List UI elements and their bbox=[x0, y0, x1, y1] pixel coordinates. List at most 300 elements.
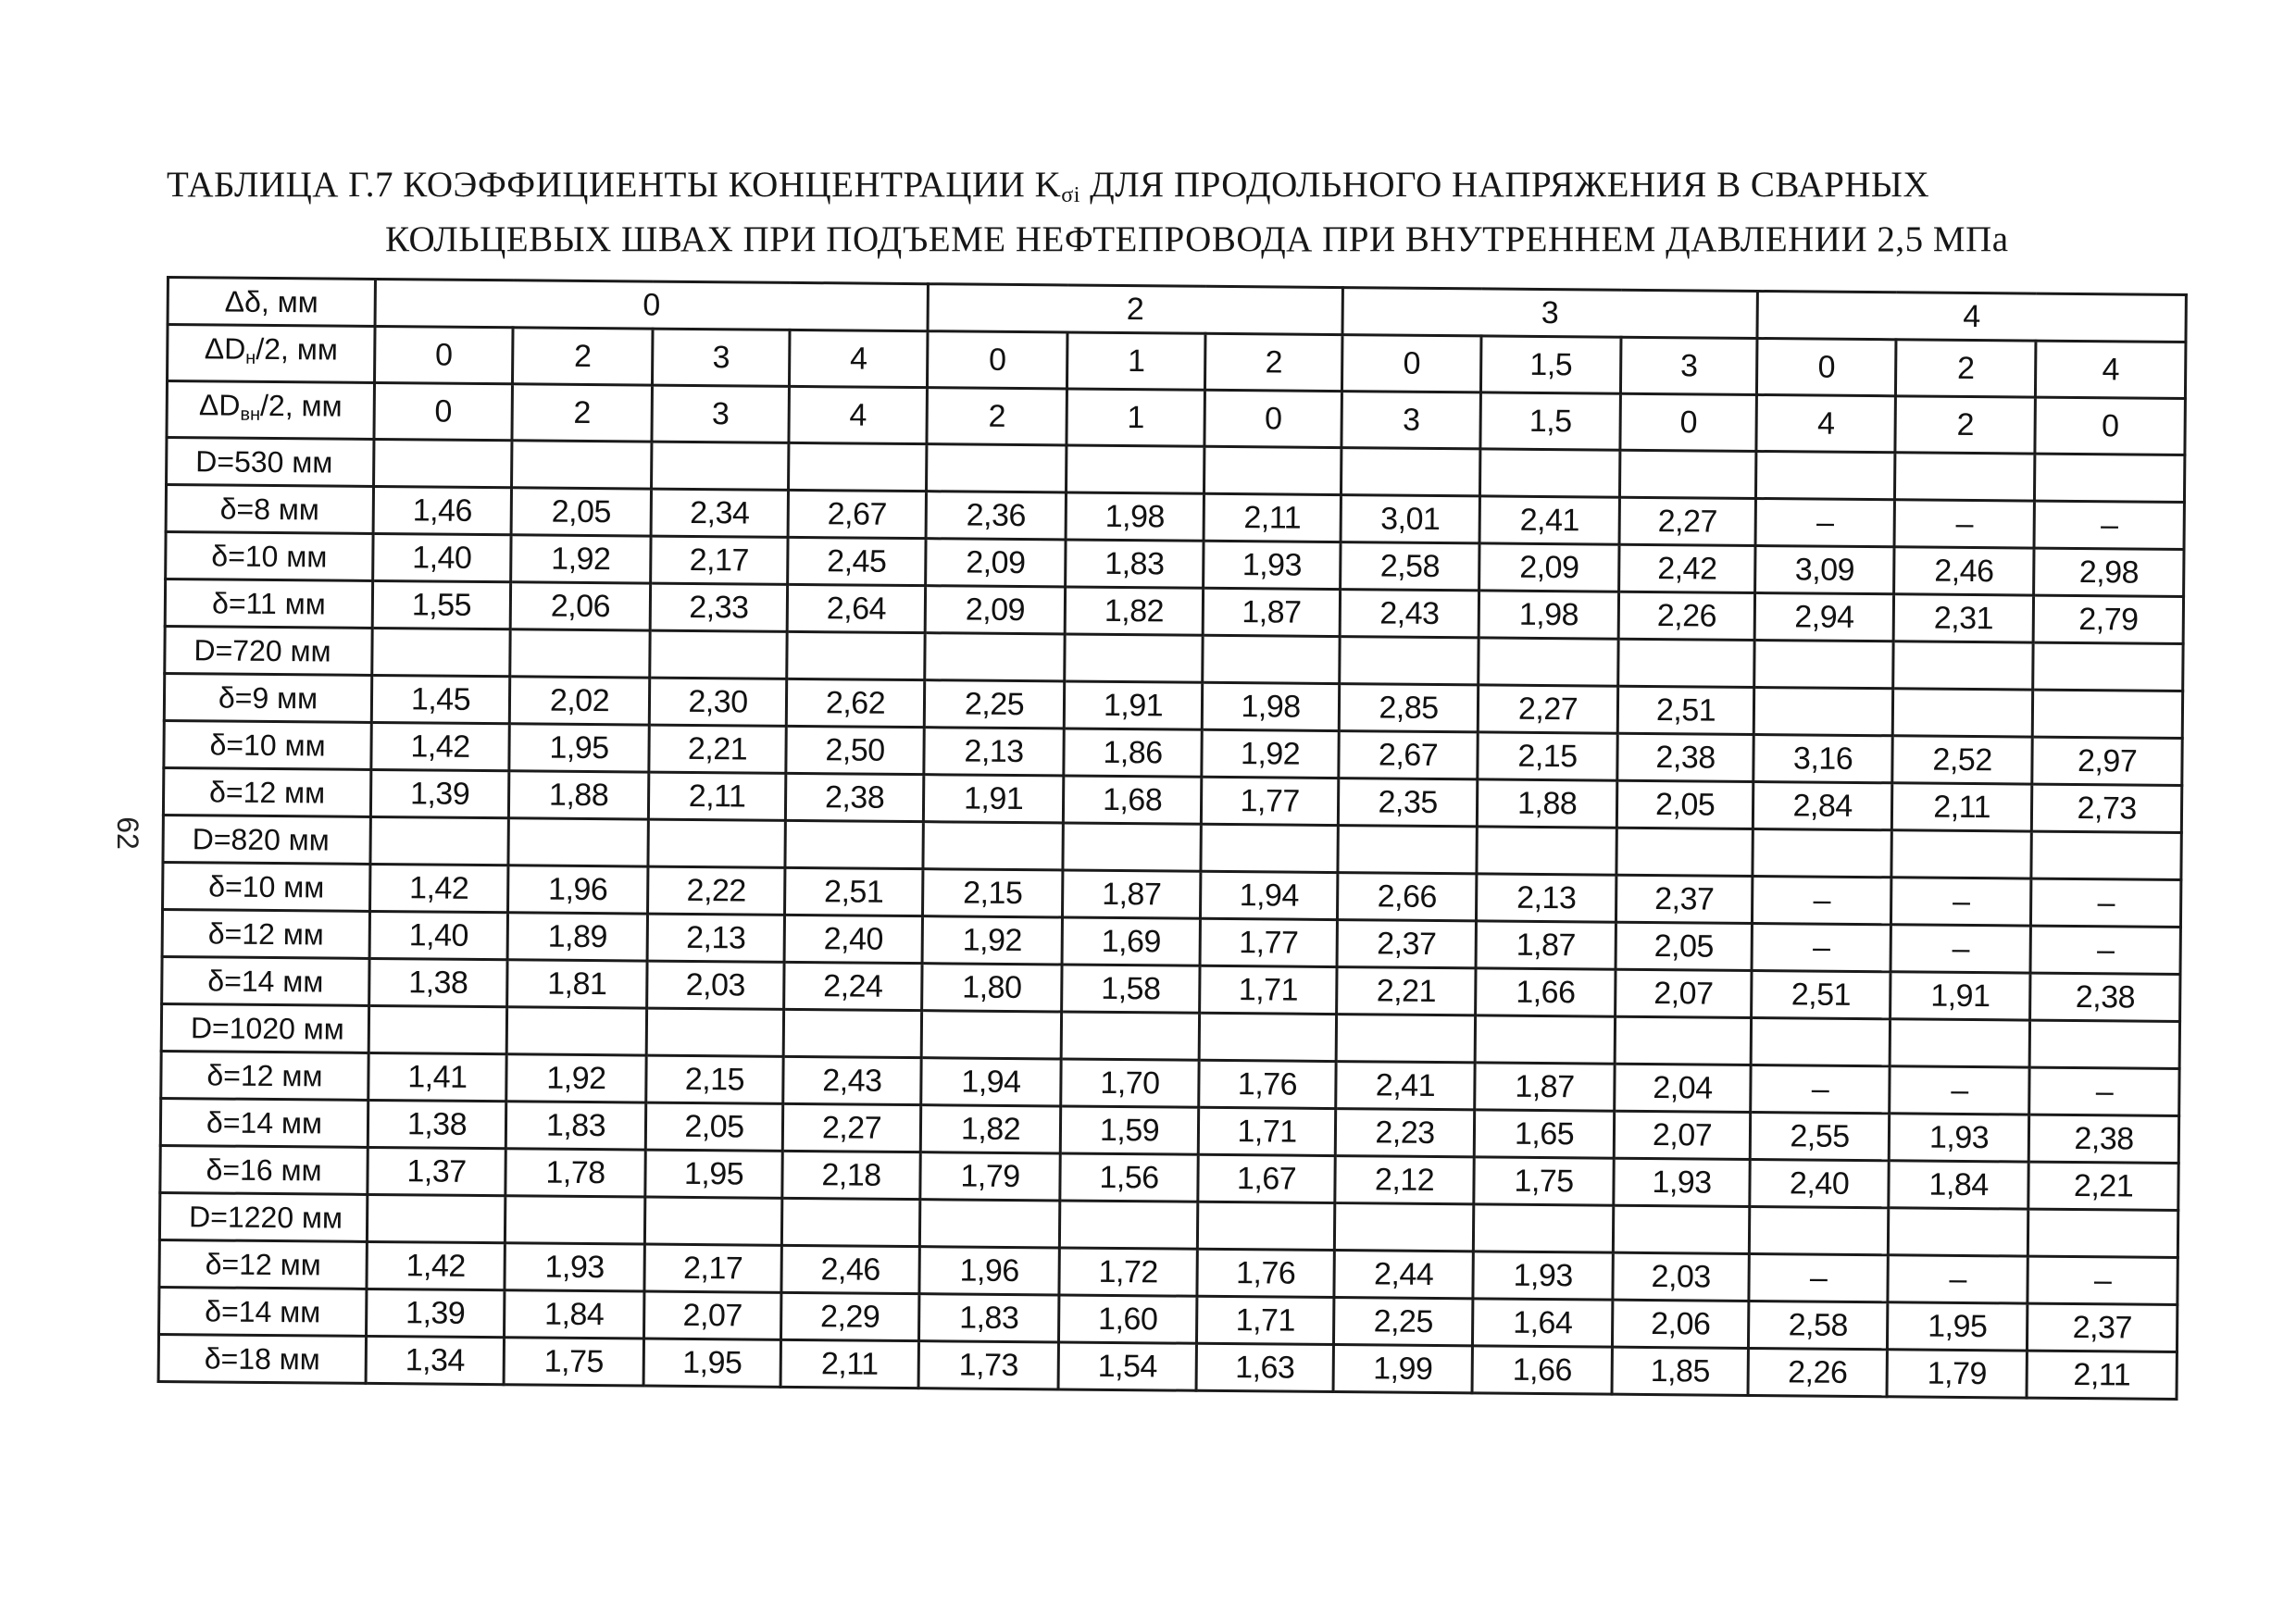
header-value-cell: 2 bbox=[1896, 340, 2037, 397]
value-cell: 2,09 bbox=[925, 586, 1065, 634]
value-cell: 1,99 bbox=[1333, 1345, 1472, 1393]
value-cell: 1,87 bbox=[1063, 870, 1201, 918]
value-cell: 2,40 bbox=[1750, 1159, 1889, 1207]
row-label: δ=10 мм bbox=[166, 532, 373, 581]
section-title: D=820 мм bbox=[163, 815, 370, 864]
header-value-cell: 1,5 bbox=[1480, 392, 1621, 450]
empty-cell bbox=[1475, 1015, 1615, 1064]
value-cell: 2,85 bbox=[1339, 684, 1478, 732]
empty-cell bbox=[1479, 638, 1618, 686]
row-label: δ=12 мм bbox=[162, 909, 369, 958]
value-cell: – bbox=[1749, 1253, 1888, 1301]
empty-cell bbox=[646, 1008, 783, 1056]
value-cell: – bbox=[1888, 1255, 2028, 1303]
value-cell: – bbox=[2028, 1256, 2177, 1304]
empty-cell bbox=[1893, 641, 2033, 690]
value-cell: 1,92 bbox=[511, 535, 651, 583]
empty-cell bbox=[1473, 1204, 1613, 1252]
empty-cell bbox=[1340, 637, 1479, 685]
value-cell: 1,66 bbox=[1476, 968, 1616, 1016]
header-value-cell: 0 bbox=[1620, 393, 1757, 451]
empty-cell bbox=[925, 633, 1065, 681]
value-cell: 1,83 bbox=[919, 1294, 1059, 1342]
value-cell: 1,83 bbox=[505, 1102, 645, 1150]
row-label: δ=12 мм bbox=[161, 1051, 368, 1100]
value-cell: – bbox=[1752, 923, 1890, 971]
header-group-cell: 4 bbox=[1757, 291, 2186, 342]
value-cell: 1,96 bbox=[508, 866, 648, 914]
empty-cell bbox=[1334, 1203, 1473, 1252]
value-cell: 1,37 bbox=[368, 1147, 505, 1195]
value-cell: 1,77 bbox=[1200, 918, 1337, 966]
value-cell: 2,38 bbox=[785, 773, 923, 821]
value-cell: 1,88 bbox=[1477, 779, 1616, 828]
empty-cell bbox=[505, 1196, 644, 1244]
caption-line-1: ТАБЛИЦА Г.7 КОЭФФИЦИЕНТЫ КОНЦЕНТРАЦИИ $K_{\sigma i}$ ДЛЯ ПРОДОЛЬНОГО НАПРЯЖЕНИЯ В СВАРНЫХ bbox=[167, 165, 1930, 207]
value-cell: 1,78 bbox=[505, 1149, 645, 1197]
header-value-cell: 0 bbox=[375, 326, 514, 383]
empty-cell bbox=[1618, 639, 1754, 687]
value-cell: 1,91 bbox=[1064, 681, 1202, 729]
value-cell: 1,93 bbox=[1204, 541, 1341, 589]
value-cell: 2,07 bbox=[1614, 1111, 1750, 1159]
value-cell: 1,63 bbox=[1196, 1343, 1333, 1391]
section-title: D=1220 мм bbox=[159, 1192, 367, 1241]
value-cell: 2,15 bbox=[1478, 732, 1617, 780]
value-cell: 1,75 bbox=[1474, 1157, 1614, 1205]
empty-cell bbox=[1616, 828, 1753, 876]
value-cell: 2,38 bbox=[2028, 1115, 2178, 1163]
header-group-cell: 3 bbox=[1342, 288, 1757, 339]
empty-cell bbox=[1613, 1205, 1749, 1253]
empty-cell bbox=[1199, 1013, 1336, 1061]
value-cell: 1,71 bbox=[1197, 1296, 1334, 1344]
value-cell: 2,41 bbox=[1479, 496, 1619, 544]
empty-cell bbox=[2029, 1020, 2179, 1068]
value-cell: 1,98 bbox=[1479, 591, 1618, 639]
value-cell: 2,21 bbox=[1337, 967, 1476, 1015]
value-cell: 2,36 bbox=[926, 492, 1066, 540]
value-cell: 1,34 bbox=[366, 1336, 504, 1384]
value-cell: 1,39 bbox=[370, 769, 508, 817]
value-cell: 1,75 bbox=[504, 1338, 643, 1386]
value-cell bbox=[2032, 690, 2182, 738]
value-cell: 2,15 bbox=[646, 1055, 783, 1103]
empty-cell bbox=[1749, 1206, 1888, 1254]
value-cell: 3,16 bbox=[1753, 734, 1892, 782]
value-cell: 2,25 bbox=[924, 680, 1064, 729]
value-cell: 2,27 bbox=[1619, 497, 1755, 545]
value-cell: 1,95 bbox=[645, 1150, 782, 1198]
value-cell: 1,93 bbox=[1473, 1252, 1613, 1300]
empty-cell bbox=[1753, 828, 1891, 877]
value-cell: 1,58 bbox=[1062, 965, 1200, 1013]
value-cell: – bbox=[1894, 500, 2034, 548]
value-cell: 1,80 bbox=[922, 964, 1062, 1012]
value-cell: 1,40 bbox=[373, 533, 511, 581]
value-cell: 2,37 bbox=[2028, 1303, 2177, 1351]
value-cell: 2,04 bbox=[1615, 1064, 1751, 1112]
value-cell: 2,42 bbox=[1619, 544, 1755, 592]
header-value-cell: 0 bbox=[1204, 390, 1342, 447]
empty-cell bbox=[648, 819, 785, 867]
empty-cell bbox=[2028, 1209, 2177, 1257]
value-cell: 2,05 bbox=[1616, 780, 1753, 828]
value-cell: 2,43 bbox=[783, 1056, 921, 1104]
value-cell: 2,45 bbox=[788, 537, 926, 585]
value-cell: 2,38 bbox=[1617, 733, 1753, 781]
value-cell: 1,95 bbox=[1888, 1302, 2028, 1351]
empty-cell bbox=[367, 1194, 505, 1242]
empty-cell bbox=[1201, 824, 1338, 872]
value-cell: 2,15 bbox=[923, 869, 1063, 917]
empty-cell bbox=[1751, 1017, 1890, 1065]
row-label: δ=10 мм bbox=[163, 862, 370, 911]
value-cell: 2,31 bbox=[1893, 594, 2033, 642]
empty-cell bbox=[781, 1198, 919, 1246]
empty-cell bbox=[927, 444, 1067, 492]
value-cell: 2,24 bbox=[784, 962, 922, 1010]
value-cell: 2,21 bbox=[649, 725, 786, 773]
value-cell: 1,42 bbox=[371, 722, 509, 770]
value-cell: 2,51 bbox=[785, 867, 923, 915]
value-cell: 1,55 bbox=[372, 580, 510, 629]
value-cell: 2,09 bbox=[1479, 543, 1619, 592]
empty-cell bbox=[2035, 454, 2185, 502]
value-cell: 2,35 bbox=[1338, 778, 1477, 827]
empty-cell bbox=[787, 631, 925, 679]
value-cell: 2,67 bbox=[788, 490, 926, 538]
empty-cell bbox=[1341, 448, 1480, 496]
value-cell: 2,50 bbox=[786, 726, 924, 774]
empty-cell bbox=[650, 630, 787, 679]
value-cell: 1,76 bbox=[1199, 1060, 1336, 1108]
row-label: δ=12 мм bbox=[159, 1239, 367, 1289]
value-cell: 1,87 bbox=[1476, 921, 1616, 969]
value-cell: 2,18 bbox=[782, 1151, 920, 1199]
value-cell: – bbox=[2029, 1067, 2179, 1115]
header-value-cell: 1 bbox=[1067, 332, 1206, 390]
value-cell: 1,42 bbox=[370, 864, 508, 912]
header-value-cell: 0 bbox=[1342, 335, 1482, 392]
value-cell: 1,92 bbox=[506, 1054, 646, 1102]
empty-cell bbox=[2031, 831, 2181, 879]
empty-cell bbox=[372, 628, 510, 676]
empty-cell bbox=[1063, 823, 1201, 871]
value-cell: 2,13 bbox=[647, 914, 784, 962]
value-cell: 2,23 bbox=[1335, 1109, 1474, 1157]
value-cell: 2,13 bbox=[1477, 874, 1616, 922]
value-cell: 2,02 bbox=[509, 677, 649, 725]
value-cell: 1,81 bbox=[507, 960, 647, 1008]
value-cell: 2,94 bbox=[1754, 592, 1893, 641]
value-cell: 2,26 bbox=[1748, 1348, 1887, 1396]
value-cell: 1,98 bbox=[1202, 682, 1339, 730]
value-cell: 1,68 bbox=[1063, 776, 1201, 824]
value-cell: 2,11 bbox=[1204, 493, 1341, 542]
value-cell: – bbox=[1890, 925, 2030, 973]
value-cell: 1,66 bbox=[1472, 1346, 1612, 1394]
value-cell: 2,43 bbox=[1340, 590, 1479, 638]
value-cell: 2,98 bbox=[2034, 548, 2184, 596]
header-label-delta-delta: Δδ, мм bbox=[168, 278, 375, 327]
empty-cell bbox=[1203, 635, 1340, 683]
value-cell: 2,55 bbox=[1750, 1112, 1889, 1160]
header-value-cell: 3 bbox=[652, 385, 790, 442]
header-value-cell: 4 bbox=[2036, 341, 2187, 398]
header-value-cell: 2 bbox=[927, 388, 1067, 445]
value-cell: 2,27 bbox=[782, 1103, 920, 1152]
value-cell: 1,88 bbox=[508, 771, 648, 819]
value-cell: 2,29 bbox=[780, 1292, 918, 1340]
value-cell: 1,71 bbox=[1198, 1107, 1335, 1155]
value-cell: 2,58 bbox=[1341, 542, 1479, 591]
value-cell: 2,07 bbox=[644, 1291, 781, 1339]
row-label: δ=14 мм bbox=[162, 956, 369, 1005]
header-label-delta-dvn: $\Delta D_{вн}/2$, мм bbox=[167, 381, 375, 440]
empty-cell bbox=[644, 1197, 781, 1245]
value-cell: 1,64 bbox=[1473, 1299, 1613, 1347]
section-title: D=1020 мм bbox=[161, 1003, 368, 1052]
value-cell: 1,41 bbox=[368, 1052, 506, 1101]
section-title: D=530 мм bbox=[167, 438, 374, 487]
value-cell: 1,77 bbox=[1201, 777, 1338, 825]
value-cell: – bbox=[1751, 1065, 1890, 1113]
value-cell: – bbox=[2030, 926, 2180, 974]
value-cell: 1,54 bbox=[1058, 1342, 1196, 1390]
row-label: δ=14 мм bbox=[160, 1098, 368, 1147]
value-cell: 2,38 bbox=[2030, 973, 2180, 1021]
value-cell: 2,06 bbox=[1613, 1300, 1749, 1348]
value-cell: 1,87 bbox=[1475, 1063, 1615, 1111]
value-cell: 2,17 bbox=[644, 1244, 781, 1292]
value-cell: 2,51 bbox=[1752, 970, 1890, 1018]
value-cell: 2,97 bbox=[2032, 737, 2182, 785]
empty-cell bbox=[1059, 1201, 1197, 1249]
value-cell: – bbox=[1891, 878, 2031, 926]
empty-cell bbox=[1336, 1015, 1475, 1063]
header-value-cell: 3 bbox=[1341, 392, 1481, 449]
table-body bbox=[158, 278, 2186, 1400]
value-cell: 1,60 bbox=[1059, 1295, 1197, 1343]
empty-cell bbox=[1888, 1208, 2028, 1256]
header-value-cell: 1 bbox=[1067, 389, 1205, 446]
value-cell: 1,93 bbox=[1889, 1114, 2028, 1162]
value-cell: – bbox=[2034, 501, 2184, 549]
empty-cell bbox=[1480, 449, 1620, 497]
empty-cell bbox=[1067, 445, 1204, 493]
value-cell: – bbox=[1755, 498, 1894, 546]
value-cell: 1,56 bbox=[1060, 1153, 1198, 1202]
empty-cell bbox=[368, 1005, 506, 1053]
empty-cell bbox=[652, 442, 789, 490]
value-cell: 2,22 bbox=[648, 866, 785, 915]
value-cell: 2,25 bbox=[1334, 1298, 1473, 1346]
empty-cell bbox=[374, 439, 512, 487]
value-cell: 1,70 bbox=[1061, 1059, 1199, 1107]
value-cell: 2,37 bbox=[1616, 875, 1753, 923]
value-cell: 1,76 bbox=[1197, 1249, 1334, 1297]
row-label: δ=10 мм bbox=[164, 720, 371, 769]
value-cell: 2,21 bbox=[2028, 1162, 2178, 1210]
empty-cell bbox=[1204, 446, 1341, 494]
value-cell: 1,86 bbox=[1064, 729, 1202, 777]
header-value-cell: 2 bbox=[512, 384, 653, 442]
empty-cell bbox=[783, 1009, 921, 1057]
value-cell: 1,91 bbox=[923, 775, 1063, 823]
value-cell: 1,83 bbox=[1066, 540, 1204, 588]
empty-cell bbox=[1061, 1012, 1199, 1060]
value-cell: 1,95 bbox=[643, 1339, 780, 1387]
empty-cell bbox=[919, 1200, 1059, 1248]
value-cell: 2,33 bbox=[650, 583, 787, 631]
empty-cell bbox=[506, 1007, 646, 1055]
row-label: δ=12 мм bbox=[163, 767, 370, 816]
value-cell: 1,79 bbox=[1887, 1350, 2027, 1398]
header-group-cell: 2 bbox=[928, 284, 1342, 335]
empty-cell bbox=[1891, 830, 2031, 878]
header-value-cell: 3 bbox=[652, 329, 790, 386]
value-cell: 1,72 bbox=[1059, 1248, 1197, 1296]
header-value-cell: 4 bbox=[789, 330, 928, 387]
value-cell: 1,40 bbox=[369, 911, 507, 959]
value-cell: 2,05 bbox=[511, 488, 651, 536]
value-cell: 1,82 bbox=[1065, 587, 1203, 635]
coefficient-table-wrapper bbox=[157, 276, 2185, 1401]
value-cell: 1,42 bbox=[367, 1241, 505, 1289]
value-cell: 3,09 bbox=[1755, 545, 1894, 593]
value-cell: – bbox=[1890, 1066, 2029, 1115]
value-cell: 2,12 bbox=[1335, 1156, 1474, 1204]
empty-cell bbox=[1754, 640, 1893, 688]
value-cell: 2,37 bbox=[1337, 920, 1476, 968]
header-value-cell: 2 bbox=[512, 328, 653, 385]
value-cell: 2,46 bbox=[781, 1245, 919, 1293]
value-cell: 2,44 bbox=[1334, 1251, 1473, 1299]
empty-cell bbox=[1338, 826, 1477, 874]
value-cell: 2,05 bbox=[1616, 922, 1752, 970]
value-cell: 2,62 bbox=[786, 679, 924, 727]
value-cell: 2,73 bbox=[2031, 784, 2181, 832]
value-cell: 2,84 bbox=[1753, 781, 1891, 829]
value-cell: 1,98 bbox=[1066, 492, 1204, 541]
value-cell: 2,11 bbox=[780, 1339, 918, 1388]
row-label: δ=11 мм bbox=[165, 579, 372, 629]
empty-cell bbox=[923, 822, 1063, 870]
value-cell: 2,79 bbox=[2033, 595, 2183, 643]
empty-cell bbox=[508, 818, 648, 866]
value-cell: 1,96 bbox=[919, 1247, 1059, 1295]
empty-cell bbox=[1620, 450, 1756, 498]
row-label: δ=9 мм bbox=[164, 673, 371, 722]
value-cell: 2,52 bbox=[1892, 736, 2032, 784]
header-value-cell: 0 bbox=[2035, 397, 2186, 455]
value-cell: 1,67 bbox=[1198, 1154, 1335, 1202]
value-cell: 1,69 bbox=[1062, 917, 1200, 965]
row-label: δ=16 мм bbox=[160, 1145, 368, 1194]
empty-cell bbox=[1756, 451, 1895, 499]
value-cell: 1,85 bbox=[1612, 1347, 1748, 1395]
value-cell: 1,89 bbox=[507, 913, 647, 961]
empty-cell bbox=[921, 1011, 1061, 1059]
value-cell: 1,84 bbox=[505, 1290, 644, 1339]
value-cell: 1,84 bbox=[1889, 1161, 2028, 1209]
header-value-cell: 2 bbox=[1895, 396, 2036, 454]
header-label-delta-dn: $\Delta D_н/2$, мм bbox=[168, 325, 376, 383]
value-cell: 2,13 bbox=[924, 728, 1064, 776]
value-cell: 1,39 bbox=[367, 1289, 505, 1337]
value-cell: 1,65 bbox=[1474, 1110, 1614, 1158]
table-caption bbox=[167, 163, 2166, 262]
value-cell: 1,71 bbox=[1200, 965, 1337, 1014]
header-value-cell: 2 bbox=[1205, 333, 1343, 391]
value-cell: 1,38 bbox=[369, 958, 507, 1006]
value-cell bbox=[1892, 689, 2032, 737]
value-cell: 2,11 bbox=[2027, 1351, 2177, 1399]
empty-cell bbox=[789, 442, 927, 491]
value-cell: 1,92 bbox=[1202, 729, 1339, 778]
coefficient-table bbox=[157, 276, 2188, 1401]
empty-cell bbox=[1895, 453, 2035, 501]
caption-line-2: КОЛЬЦЕВЫХ ШВАХ ПРИ ПОДЪЕМЕ НЕФТЕПРОВОДА ПРИ ВНУТРЕННЕМ ДАВЛЕНИИ 2,5 МПа bbox=[385, 219, 2009, 259]
empty-cell bbox=[1065, 634, 1203, 682]
value-cell: 1,95 bbox=[509, 724, 649, 772]
value-cell: 1,82 bbox=[920, 1105, 1060, 1153]
empty-cell bbox=[2033, 642, 2183, 691]
value-cell: 1,73 bbox=[918, 1341, 1058, 1389]
value-cell: 2,11 bbox=[1891, 783, 2031, 831]
value-cell: 1,94 bbox=[921, 1058, 1061, 1106]
value-cell: 2,17 bbox=[651, 536, 788, 584]
value-cell: 1,46 bbox=[373, 486, 511, 534]
empty-cell bbox=[785, 820, 923, 868]
empty-cell bbox=[1615, 1016, 1751, 1065]
value-cell: 2,51 bbox=[1617, 686, 1753, 734]
value-cell: 2,64 bbox=[787, 584, 925, 632]
header-value-cell: 3 bbox=[1621, 337, 1758, 394]
empty-cell bbox=[510, 629, 650, 678]
row-label: δ=18 мм bbox=[158, 1334, 366, 1383]
value-cell: 1,91 bbox=[1890, 972, 2030, 1020]
value-cell: 1,93 bbox=[505, 1243, 644, 1291]
header-value-cell: 4 bbox=[789, 386, 928, 443]
value-cell: – bbox=[1753, 876, 1891, 924]
empty-cell bbox=[370, 816, 508, 865]
section-title: D=720 мм bbox=[165, 626, 372, 675]
value-cell: 2,03 bbox=[647, 961, 784, 1009]
value-cell: 2,66 bbox=[1338, 873, 1477, 921]
value-cell: 2,07 bbox=[1616, 969, 1752, 1017]
value-cell: 2,40 bbox=[784, 915, 922, 963]
value-cell: 1,38 bbox=[368, 1100, 505, 1148]
header-value-cell: 0 bbox=[374, 382, 513, 440]
value-cell: 2,09 bbox=[926, 539, 1066, 587]
header-value-cell: 0 bbox=[1757, 338, 1897, 395]
row-label: δ=14 мм bbox=[159, 1287, 367, 1336]
value-cell: 2,05 bbox=[645, 1102, 782, 1151]
empty-cell bbox=[1890, 1019, 2029, 1067]
value-cell: 3,01 bbox=[1341, 495, 1479, 543]
value-cell: 1,87 bbox=[1203, 588, 1340, 636]
value-cell: 2,06 bbox=[510, 582, 650, 630]
value-cell: 2,26 bbox=[1618, 592, 1754, 640]
empty-cell bbox=[1477, 827, 1616, 875]
value-cell: 2,58 bbox=[1749, 1301, 1888, 1349]
value-cell: 2,30 bbox=[649, 678, 786, 726]
value-cell: 2,03 bbox=[1613, 1252, 1749, 1301]
value-cell: – bbox=[2031, 878, 2181, 927]
empty-cell bbox=[512, 441, 652, 489]
